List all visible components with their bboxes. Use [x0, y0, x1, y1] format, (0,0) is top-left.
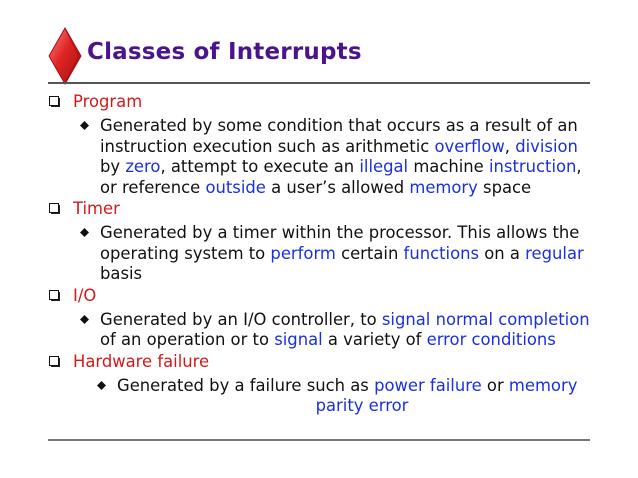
slide-content: [49, 92, 609, 418]
highlighted-text: power failure: [374, 375, 482, 395]
section-label: I/O: [73, 285, 97, 305]
section-hardware-failure: [49, 352, 609, 417]
diamond-bullet-icon: [80, 315, 89, 324]
checkbox-bullet-icon: [49, 290, 61, 302]
section-i-o: [49, 286, 609, 351]
highlighted-text: perform: [270, 243, 336, 263]
bottom-divider: [48, 439, 590, 441]
body-text: a variety of: [322, 330, 427, 349]
body-text: instruction execution such as arithmetic: [100, 136, 435, 156]
diamond-bullet-icon: [80, 228, 89, 237]
body-text: ,: [576, 157, 582, 176]
highlighted-text: zero: [125, 157, 161, 176]
highlighted-text: division: [515, 136, 578, 156]
body-text: or: [481, 375, 509, 395]
bullet-text-line: [100, 310, 620, 331]
section-label: Hardware failure: [73, 351, 210, 371]
highlighted-text: memory: [508, 375, 578, 395]
bullet-text-line: [100, 178, 620, 199]
bullet-text-line: [117, 376, 607, 397]
body-text: machine: [408, 157, 489, 176]
section-bullet-item: [80, 116, 620, 198]
title-divider: [48, 82, 590, 84]
section-bullet-item: [97, 376, 607, 417]
section-bullet-item: [80, 310, 620, 351]
checkbox-bullet-icon: [49, 96, 61, 108]
section-heading: [49, 286, 609, 309]
section-heading: [49, 199, 609, 222]
red-diamond-icon: [48, 27, 82, 85]
body-text: basis: [100, 264, 143, 283]
body-text: Generated by a timer within the processor. This allows the: [100, 223, 580, 242]
body-text: by: [100, 157, 126, 176]
checkbox-bullet-icon: [49, 203, 61, 215]
body-text: operating system to: [100, 243, 271, 263]
section-timer: [49, 199, 609, 285]
highlighted-text: illegal: [359, 157, 409, 176]
bullet-text-line: [117, 396, 607, 417]
bullet-text-line: [100, 157, 620, 178]
highlighted-text: signal normal completion: [381, 309, 590, 329]
diamond-bullet-icon: [80, 121, 89, 130]
body-text: of an operation or to: [100, 330, 275, 349]
body-text: space: [477, 177, 532, 197]
body-text: Generated by a failure such as: [117, 375, 375, 395]
checkbox-bullet-icon: [49, 356, 61, 368]
body-text: Generated by some condition that occurs as a result of an: [100, 116, 578, 135]
body-text: on a: [479, 243, 526, 263]
highlighted-text: memory: [409, 177, 478, 197]
body-text: or reference: [100, 177, 206, 197]
body-text: , attempt to execute an: [160, 157, 360, 176]
highlighted-text: instruction: [488, 157, 577, 176]
section-label: Timer: [73, 199, 120, 218]
highlighted-text: signal: [274, 330, 323, 349]
highlighted-text: error conditions: [426, 330, 556, 349]
body-text: Generated by an I/O controller, to: [100, 309, 382, 329]
bullet-text-line: [100, 116, 620, 137]
section-program: [49, 92, 609, 198]
diamond-bullet-icon: [97, 381, 106, 390]
page-title: Classes of Interrupts: [87, 39, 362, 65]
section-label: Program: [73, 92, 143, 111]
body-text: ,: [504, 136, 516, 156]
bullet-text-line: [100, 330, 620, 351]
highlighted-text: outside: [205, 177, 266, 197]
bullet-text-line: [100, 223, 620, 244]
highlighted-text: regular: [525, 243, 584, 263]
bullet-text-line: [100, 244, 620, 265]
highlighted-text: overflow: [434, 136, 505, 156]
bullet-text-line: [100, 137, 620, 158]
section-heading: [49, 352, 609, 375]
title-area: [48, 22, 608, 84]
highlighted-text: functions: [403, 243, 480, 263]
section-bullet-item: [80, 223, 620, 285]
body-text: a user’s allowed: [265, 177, 410, 197]
section-heading: [49, 92, 609, 115]
highlighted-text: parity error: [315, 396, 409, 415]
bullet-text-line: [100, 264, 620, 285]
body-text: certain: [335, 243, 404, 263]
